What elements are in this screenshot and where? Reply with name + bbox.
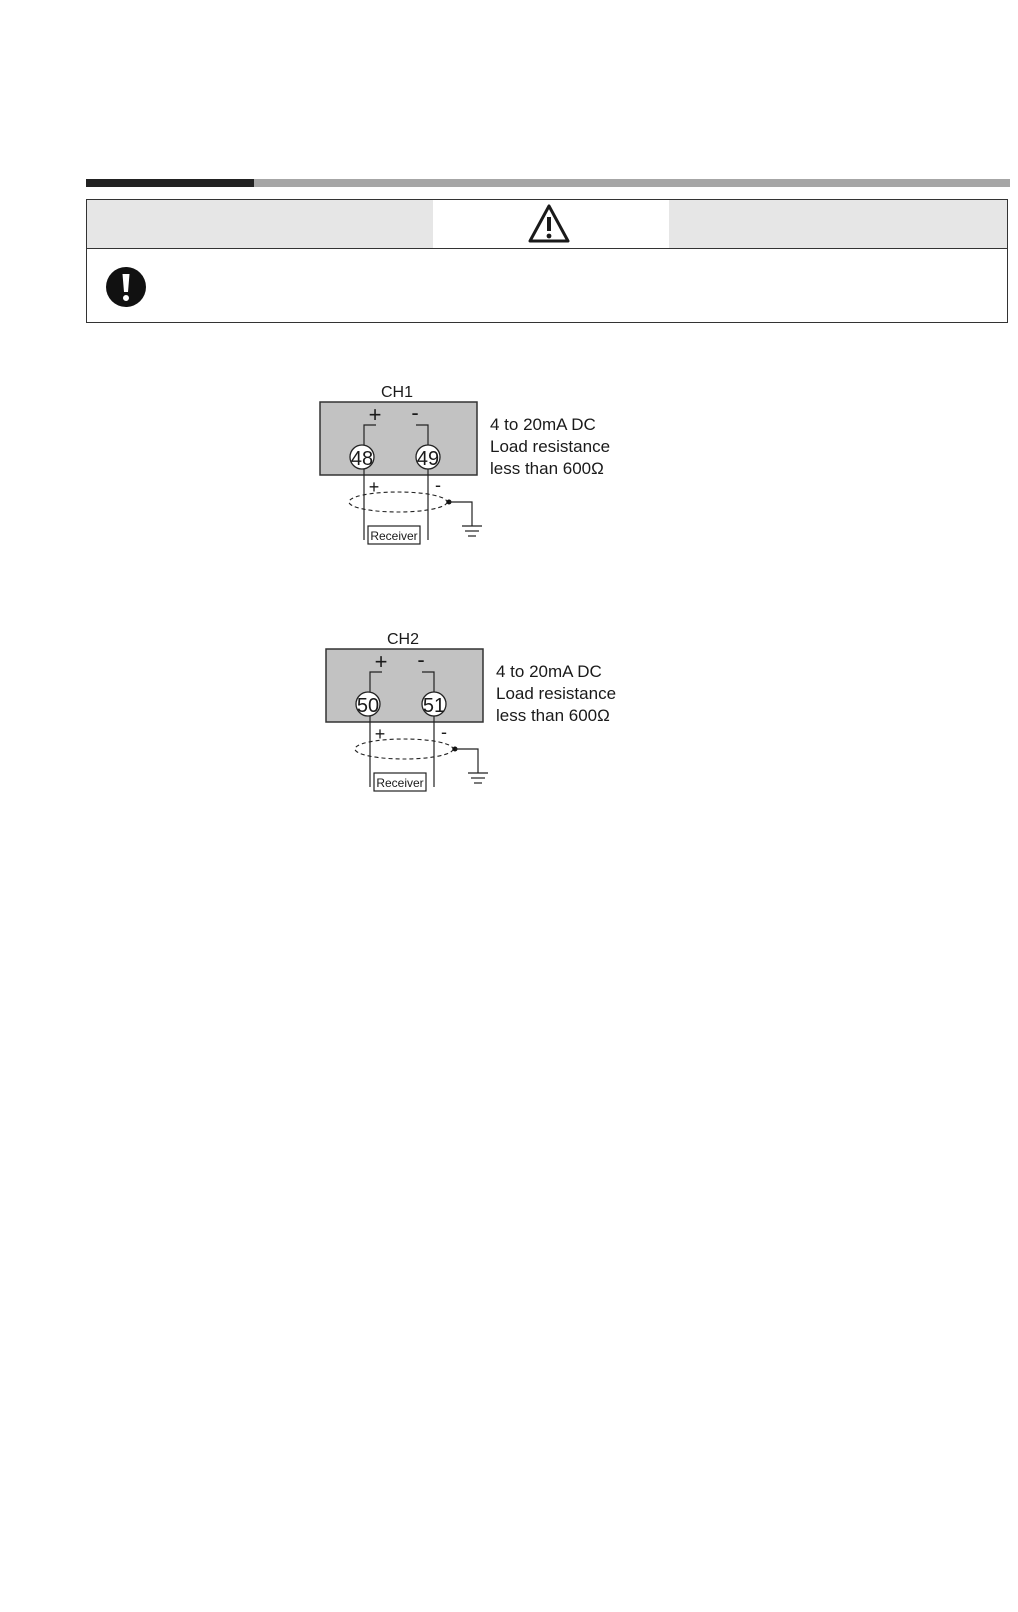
wire-minus-label: - [435,475,441,495]
plus-sign-label: + [374,649,388,674]
wire-plus-label: + [368,477,380,497]
section-rule-dark [86,179,254,187]
spec-line-current: 4 to 20mA DC [490,415,596,434]
wire-plus-label: + [374,724,386,744]
ch1-spec-text [490,414,610,480]
caution-header [87,200,1007,249]
ch1-wiring-diagram [318,380,618,550]
receiver-label: Receiver [376,776,424,790]
channel-label: CH1 [380,384,414,401]
spec-line-load: Load resistance [490,437,611,456]
ch2-wiring-diagram [324,627,624,797]
exclamation-circle-icon [105,266,147,308]
terminal-minus-number: 51 [422,695,446,717]
ch1-diagram-graphic [318,380,498,550]
ground-wire [449,502,472,526]
spec-line-current: 4 to 20mA DC [496,662,602,681]
terminal-plus-number: 48 [350,448,374,470]
ground-wire [455,749,478,773]
caution-box [86,199,1008,323]
plus-sign-label: + [368,402,382,427]
terminal-minus-number: 49 [416,448,440,470]
ch2-spec-text [496,661,616,727]
spec-line-load: Load resistance [496,684,617,703]
spec-line-resistance: less than 600Ω [490,459,604,478]
receiver-label: Receiver [370,529,418,543]
ch2-diagram-graphic [324,627,504,797]
warning-triangle-icon [527,203,571,245]
terminal-block [326,649,483,722]
wire-minus-label: - [441,722,447,742]
minus-sign-label: - [417,647,425,672]
spec-line-resistance: less than 600Ω [496,706,610,725]
section-rule-light [254,179,1010,187]
channel-label: CH2 [386,631,420,648]
terminal-block [320,402,477,475]
minus-sign-label: - [411,400,419,425]
terminal-plus-number: 50 [356,695,380,717]
